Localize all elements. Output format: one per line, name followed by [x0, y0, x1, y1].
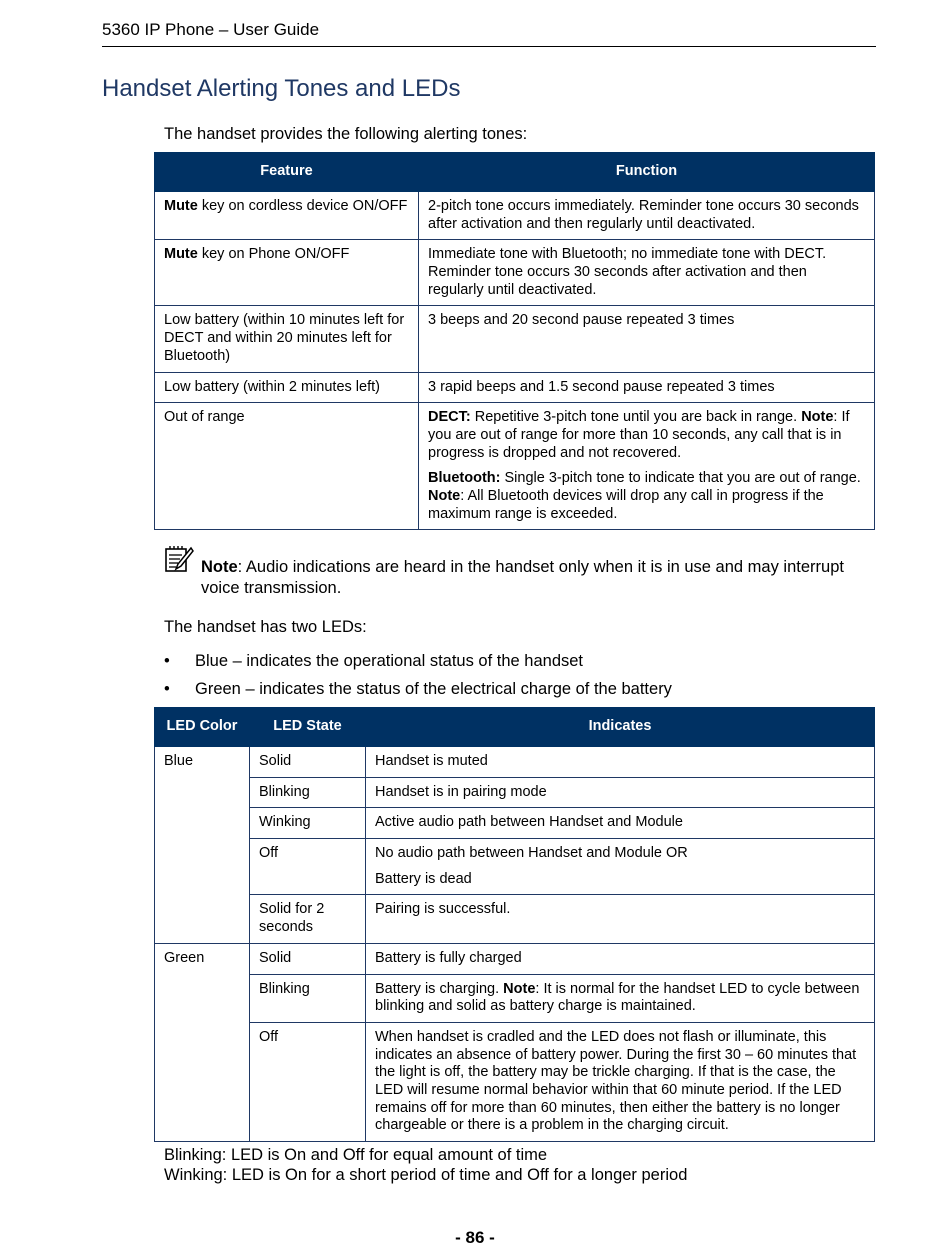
table-row: [155, 808, 875, 839]
table-row: [155, 974, 875, 1022]
function-cell: [419, 403, 875, 530]
tones-intro: The handset provides the following alerting tones:: [164, 125, 528, 143]
led-table-header-row: [155, 708, 875, 747]
section-title: Handset Alerting Tones and LEDs: [102, 75, 461, 102]
cell-paragraph: Handset is in pairing mode: [375, 783, 547, 800]
table-row: [155, 943, 875, 974]
led-state-cell: Winking: [250, 808, 366, 839]
cell-paragraph: Active audio path between Handset and Module: [375, 814, 683, 831]
indicates-cell: [366, 974, 875, 1022]
table-row: [155, 192, 875, 240]
indicates-cell: [366, 747, 875, 778]
led-state-cell: Blinking: [250, 974, 366, 1022]
cell-paragraph: 2-pitch tone occurs immediately. Reminder tone occurs 30 seconds after activation and then regularly until deactivated.: [428, 198, 859, 232]
column-header-led-state: LED State: [250, 708, 366, 747]
feature-cell: Low battery (within 10 minutes left for DECT and within 20 minutes left for Bluetooth): [155, 306, 419, 372]
led-bullet-list: [164, 652, 672, 708]
feature-cell: Low battery (within 2 minutes left): [155, 372, 419, 403]
cell-paragraph: 3 rapid beeps and 1.5 second pause repeated 3 times: [428, 378, 775, 395]
note-label: Note: [201, 558, 238, 576]
feature-cell: Mute key on Phone ON/OFF: [155, 240, 419, 306]
cell-paragraph: Battery is dead: [375, 870, 472, 887]
column-header-led-color: LED Color: [155, 708, 250, 747]
cell-paragraph: Battery is fully charged: [375, 949, 522, 966]
cell-paragraph: Bluetooth: Single 3-pitch tone to indicate that you are out of range. Note: All Bluetooth devices will drop any call in progress if the maximum range is exceeded.: [428, 470, 861, 522]
alerting-tones-table: [154, 152, 875, 530]
table-row: [155, 777, 875, 808]
cell-paragraph: DECT: Repetitive 3-pitch tone until you are back in range. Note: If you are out of range for more than 10 seconds, any call that is in progress is dropped and not recovered.: [428, 409, 850, 461]
led-color-cell: Blue: [155, 747, 250, 944]
tones-table-header-row: [155, 153, 875, 192]
table-row: [155, 839, 875, 895]
list-item: • Green – indicates the status of the electrical charge of the battery: [164, 680, 672, 698]
cell-paragraph: No audio path between Handset and Module OR: [375, 845, 688, 862]
table-row: [155, 403, 875, 530]
feature-cell: Mute key on cordless device ON/OFF: [155, 192, 419, 240]
page-number: - 86 -: [455, 1228, 495, 1247]
running-header: 5360 IP Phone – User Guide: [102, 20, 876, 47]
bullet-icon: •: [164, 652, 170, 670]
function-cell: [419, 240, 875, 306]
footnote-blinking: Blinking: LED is On and Off for equal amount of time: [164, 1146, 548, 1164]
function-cell: [419, 306, 875, 372]
led-color-cell: Green: [155, 943, 250, 1141]
footnotes: [164, 1145, 687, 1185]
led-state-cell: Solid: [250, 747, 366, 778]
feature-cell: Out of range: [155, 403, 419, 530]
note-text: [164, 545, 876, 598]
table-row: [155, 306, 875, 372]
indicates-cell: [366, 943, 875, 974]
cell-paragraph: Handset is muted: [375, 753, 488, 769]
function-cell: [419, 372, 875, 403]
footnote-winking: Winking: LED is On for a short period of time and Off for a longer period: [164, 1166, 688, 1185]
note-block: [164, 545, 876, 598]
cell-paragraph: Immediate tone with Bluetooth; no immediate tone with DECT. Reminder tone occurs 30 seconds after activation and then regularly until deactivated.: [428, 246, 827, 298]
table-row: [155, 1022, 875, 1141]
cell-paragraph: When handset is cradled and the LED does not flash or illuminate, this indicates an absence of battery power. During the first 30 – 60 minutes that the light is off, the battery may be trickle charging. If that is the case, the LED will resume normal behavior within that 60 minute period. If the LED remains off for more than 60 minutes, then either the battery is no longer chargeable or there is a problem in the charging circuit.: [375, 1028, 857, 1134]
led-state-cell: Solid for 2 seconds: [250, 895, 366, 943]
note-body: : Audio indications are heard in the handset only when it is in use and may interrupt voice transmission.: [201, 558, 844, 597]
table-row: [155, 240, 875, 306]
leds-intro: The handset has two LEDs:: [164, 618, 367, 636]
table-row: [155, 747, 875, 778]
indicates-cell: [366, 777, 875, 808]
column-header-function: Function: [419, 153, 875, 192]
cell-paragraph: 3 beeps and 20 second pause repeated 3 times: [428, 312, 735, 329]
cell-paragraph: Battery is charging. Note: It is normal for the handset LED to cycle between blinking and solid as battery charge is maintained.: [375, 980, 860, 1015]
note-pencil-icon: [164, 545, 194, 581]
led-state-cell: Off: [250, 839, 366, 895]
indicates-cell: [366, 808, 875, 839]
list-item: • Blue – indicates the operational status of the handset: [164, 652, 584, 670]
cell-paragraph: Pairing is successful.: [375, 901, 511, 918]
function-cell: [419, 192, 875, 240]
led-state-cell: Blinking: [250, 777, 366, 808]
table-row: [155, 895, 875, 943]
indicates-cell: [366, 1022, 875, 1141]
led-state-cell: Solid: [250, 943, 366, 974]
indicates-cell: [366, 839, 875, 895]
indicates-cell: [366, 895, 875, 943]
column-header-feature: Feature: [155, 153, 419, 192]
table-row: [155, 372, 875, 403]
led-state-cell: Off: [250, 1022, 366, 1141]
bullet-icon: •: [164, 680, 170, 698]
column-header-indicates: Indicates: [366, 708, 875, 747]
led-indicators-table: [154, 707, 875, 1142]
